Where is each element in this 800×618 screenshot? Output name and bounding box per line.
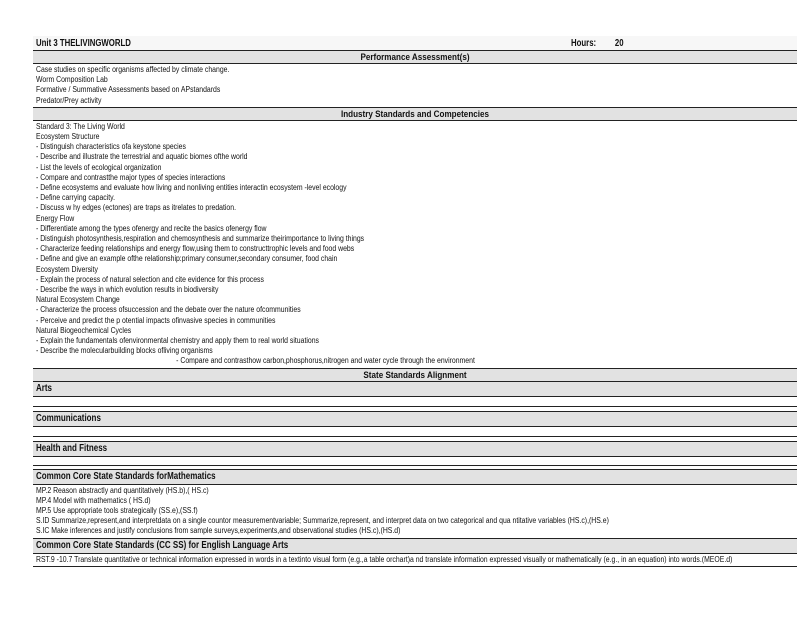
section-title: Common Core State Standards (CC SS) for English Language Arts bbox=[36, 539, 289, 551]
arts-body bbox=[33, 397, 797, 407]
list-item: - Perceive and predict the p otential impacts ofinvasive species in communities bbox=[36, 315, 276, 325]
industry-standards-header bbox=[33, 107, 797, 121]
list-item: Ecosystem Diversity bbox=[36, 264, 98, 274]
list-item: - Characterize the process ofsuccession and the debate over the nature ofcommunities bbox=[36, 305, 301, 315]
hours-field bbox=[571, 38, 624, 49]
communications-header bbox=[33, 411, 797, 427]
list-item: RST.9 -10.7 Translate quantitative or technical information expressed in words in a textinto visual form (e.g.,a table orchart)a nd translate information expressed visually or mathematically (e.g., in an equation) into words.(MEOE.d) bbox=[36, 554, 733, 564]
common-core-math-header bbox=[33, 469, 797, 485]
list-item: Natural Ecosystem Change bbox=[36, 295, 120, 305]
hours-label: Hours: bbox=[571, 38, 597, 49]
list-item: Worm Composition Lab bbox=[36, 75, 108, 85]
section-title: Performance Assessment(s) bbox=[360, 52, 470, 62]
health-header bbox=[33, 441, 797, 457]
communications-body bbox=[33, 427, 797, 437]
list-item: S.ID Summarize,represent,and interpretdata on a single countor measurementvariable; Summarize,represent, and interpret data on two categorical and qua ntitative variables (HS.c),(HS.e) bbox=[36, 516, 609, 526]
list-item: - List the levels of ecological organization bbox=[36, 162, 162, 172]
list-item: - Discuss w hy edges (ectones) are traps as itrelates to predation. bbox=[36, 203, 237, 213]
list-item: Predator/Prey activity bbox=[36, 95, 102, 105]
unit-header bbox=[33, 36, 797, 51]
list-item: - Compare and contrasthow carbon,phosphorus,nitrogen and water cycle through the environment bbox=[176, 356, 475, 366]
list-item: MP.4 Model with mathematics ( HS.d) bbox=[36, 495, 151, 505]
list-item: MP.2 Reason abstractly and quantitatively (HS.b),( HS.c) bbox=[36, 485, 209, 495]
section-title: Health and Fitness bbox=[36, 442, 108, 454]
section-title: State Standards Alignment bbox=[363, 369, 467, 380]
section-title: Arts bbox=[36, 382, 53, 394]
list-item: Formative / Summative Assessments based on APstandards bbox=[36, 85, 221, 95]
list-item: - Distinguish characteristics ofa keystone species bbox=[36, 142, 186, 152]
section-title: Common Core State Standards forMathematics bbox=[36, 470, 216, 482]
common-core-math-list bbox=[33, 485, 797, 538]
performance-assessment-header bbox=[33, 51, 797, 64]
list-item: - Distinguish photosynthesis,respiration and chemosynthesis and summarize theirimportance to living things bbox=[36, 234, 365, 244]
unit-title: Unit 3 THELIVINGWORLD bbox=[36, 38, 131, 49]
list-item: - Characterize feeding relationships and energy flow,using them to constructtrophic levels and food webs bbox=[36, 244, 355, 254]
list-item: - Describe and illustrate the terrestrial and aquatic biomes ofthe world bbox=[36, 152, 248, 162]
list-item: Energy Flow bbox=[36, 213, 75, 223]
section-title: Communications bbox=[36, 412, 101, 424]
arts-header bbox=[33, 382, 797, 397]
list-item: - Describe the ways in which evolution results in biodiversity bbox=[36, 285, 219, 295]
list-item: Standard 3: The Living World bbox=[36, 121, 125, 131]
list-item: - Define and give an example ofthe relationship:primary consumer,secondary consumer, food chain bbox=[36, 254, 338, 264]
common-core-ela-list bbox=[33, 554, 797, 567]
list-item: - Explain the fundamentals ofenvironmental chemistry and apply them to real world situations bbox=[36, 336, 319, 346]
list-item: - Describe the molecularbuilding blocks ofliving organisms bbox=[36, 346, 213, 356]
list-item: - Differentiate among the types ofenergy and recite the basics ofenergy flow bbox=[36, 223, 267, 233]
standards-document bbox=[33, 36, 797, 567]
health-body bbox=[33, 457, 797, 466]
list-item: - Explain the process of natural selection and cite evidence for this process bbox=[36, 274, 264, 284]
list-item: Ecosystem Structure bbox=[36, 132, 100, 142]
list-item: - Define carrying capacity. bbox=[36, 193, 116, 203]
list-item: - Define ecosystems and evaluate how living and nonliving entities interactin ecosystem -level ecology bbox=[36, 183, 347, 193]
industry-standards-list bbox=[33, 121, 797, 368]
common-core-ela-header bbox=[33, 538, 797, 554]
performance-assessment-list bbox=[33, 64, 797, 107]
list-item: Natural Biogeochemical Cycles bbox=[36, 325, 132, 335]
list-item: - Compare and contrastthe major types of species interactions bbox=[36, 172, 226, 182]
section-title: Industry Standards and Competencies bbox=[340, 108, 490, 119]
list-item: Case studies on specific organisms affected by climate change. bbox=[36, 65, 230, 74]
list-item: S.IC Make inferences and justify conclusions from sample surveys,experiments,and observational studies (HS.c),(HS.d) bbox=[36, 526, 401, 536]
hours-value: 20 bbox=[614, 38, 624, 49]
list-item: MP.5 Use appropriate tools strategically (SS.e),(SS.f) bbox=[36, 506, 198, 516]
state-standards-header bbox=[33, 368, 797, 382]
